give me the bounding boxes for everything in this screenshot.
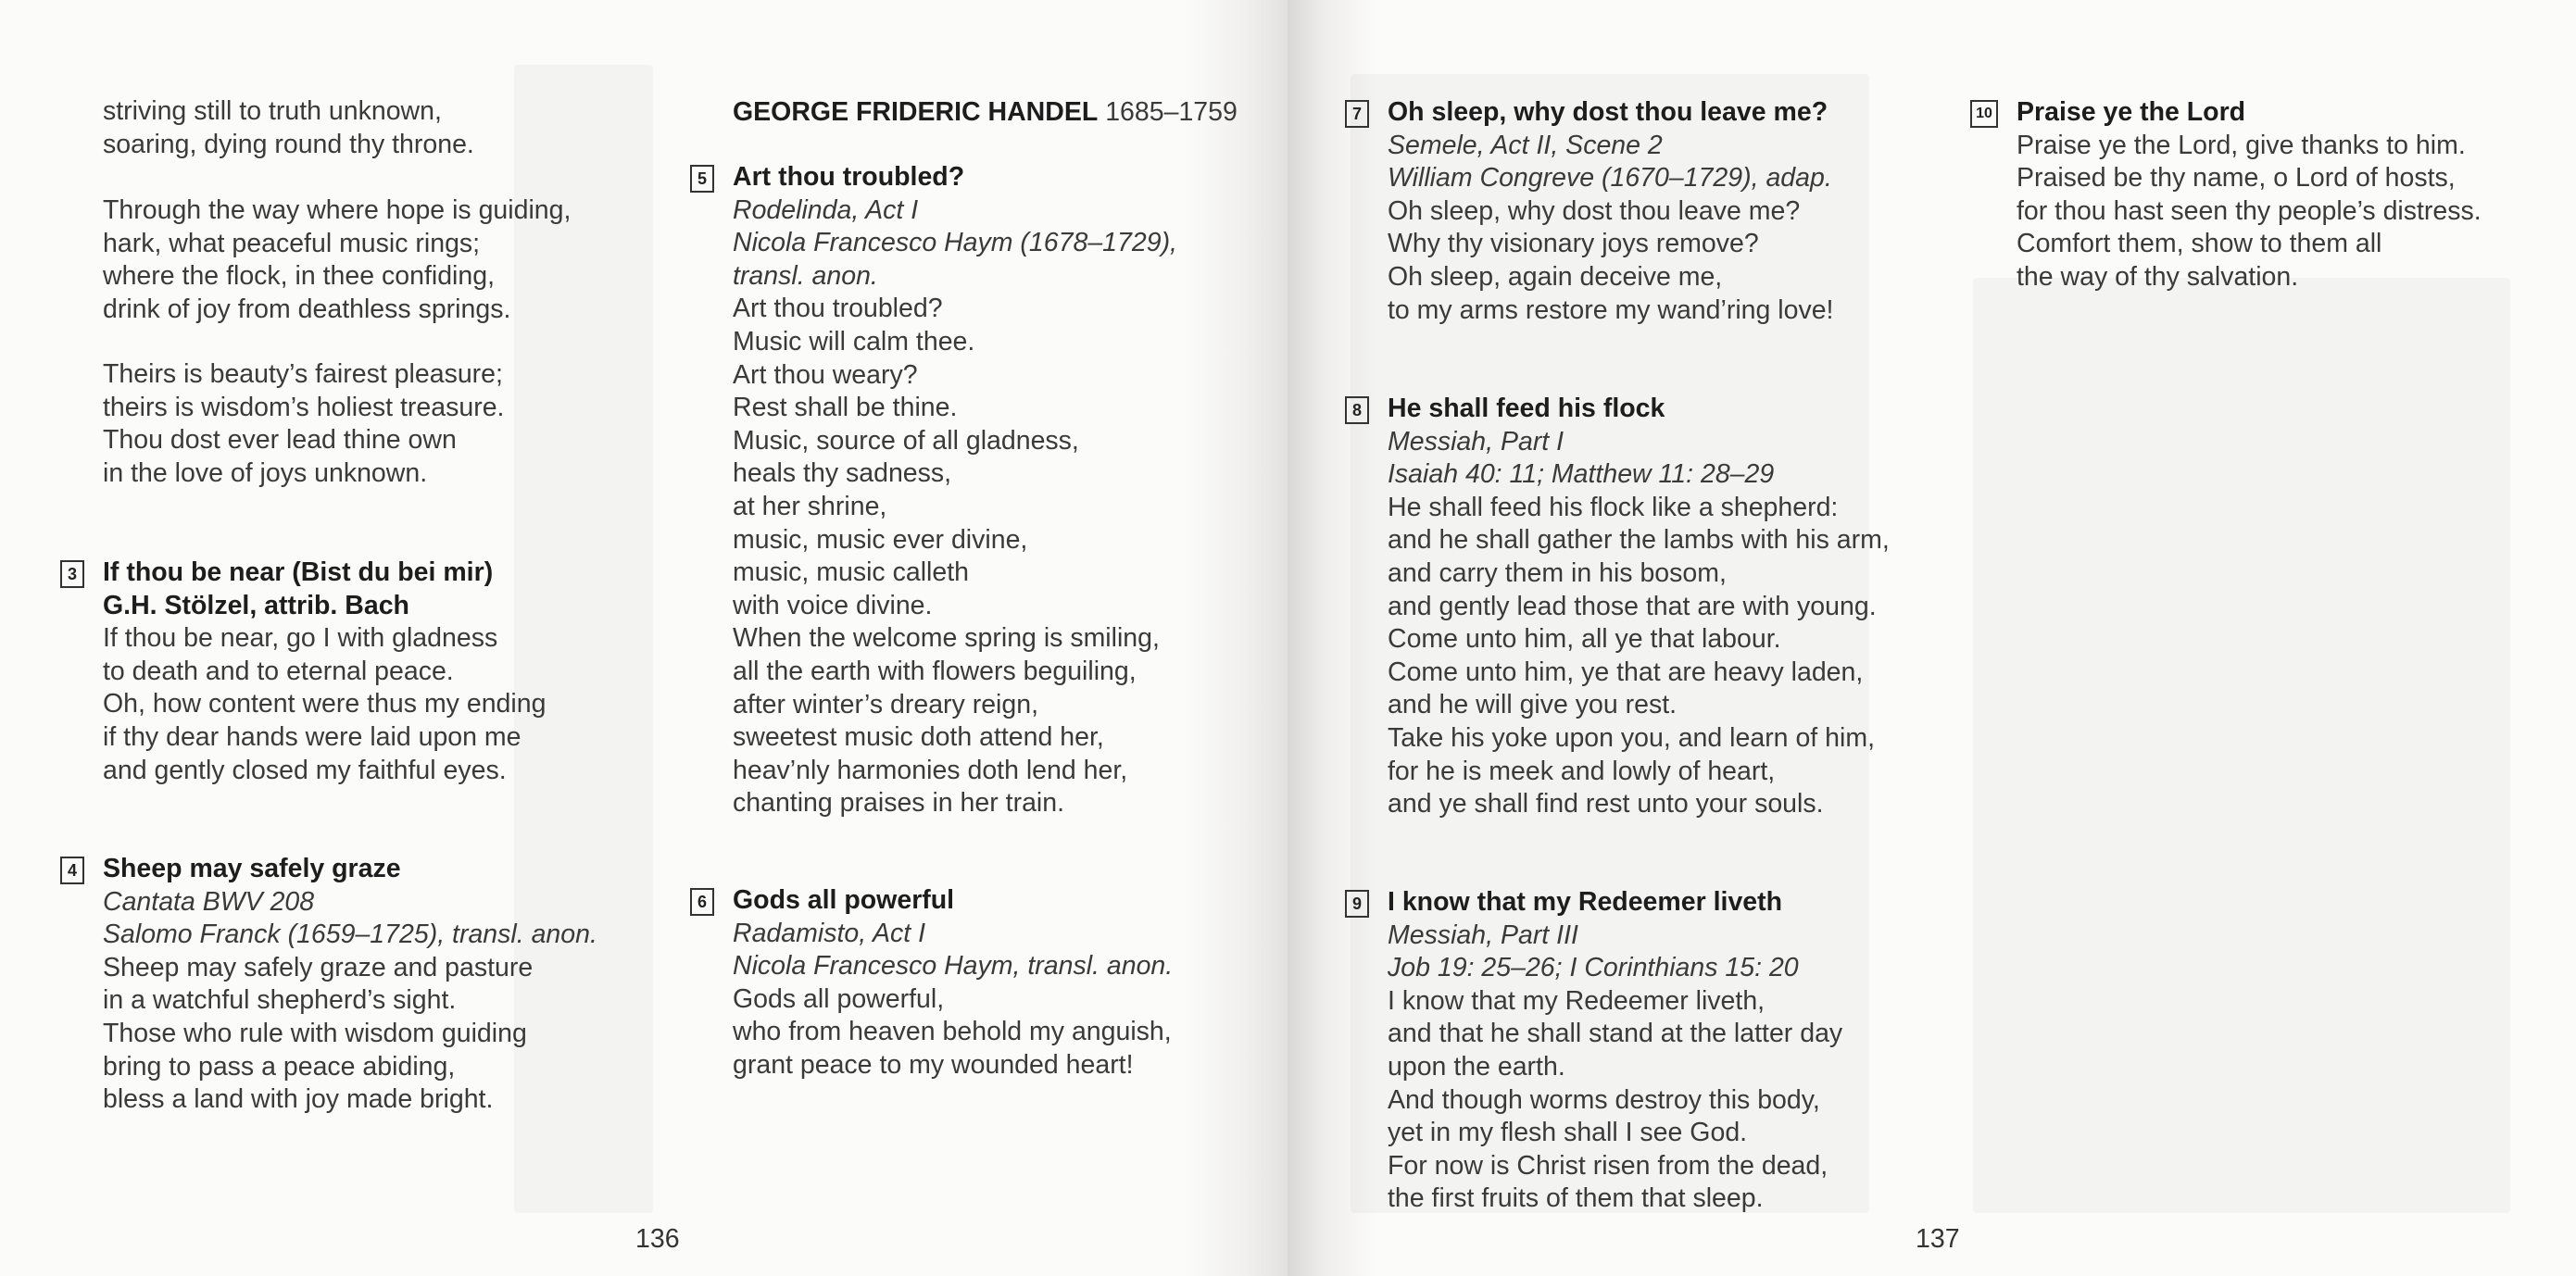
verse-line: Oh sleep, again deceive me,: [1388, 261, 1723, 292]
verse-line: Those who rule with wisdom guiding: [103, 1018, 527, 1048]
verse-line: And though worms destroy this body,: [1388, 1084, 1820, 1115]
track-entry-3: [67, 557, 547, 787]
track-source: Messiah, Part I: [1388, 426, 1564, 457]
verse-line: if thy dear hands were laid upon me: [103, 721, 521, 752]
verse-line: where the flock, in thee confiding,: [103, 261, 496, 292]
track-source: William Congreve (1670–1729), adap.: [1388, 163, 1832, 194]
verse-line: Oh sleep, why dost thou leave me?: [1388, 195, 1801, 226]
verse-line: music, music calleth: [733, 557, 969, 588]
verse-line: the first fruits of them that sleep.: [1388, 1183, 1764, 1214]
stanza-c: [103, 358, 504, 490]
track-number-box: 9: [1345, 890, 1369, 918]
verse-line: at her shrine,: [733, 491, 887, 521]
track-title: Oh sleep, why dost thou leave me?: [1388, 97, 1828, 127]
verse-line: and carry them in his bosom,: [1388, 557, 1727, 588]
track-number-box: 5: [690, 165, 714, 193]
verse-line: and he will give you rest.: [1388, 690, 1678, 720]
composer-heading: [733, 96, 1238, 130]
verse-line: for thou hast seen thy people’s distress.: [2017, 195, 2482, 226]
verse-line: Thou dost ever lead thine own: [103, 425, 457, 456]
verse-line: to my arms restore my wand’ring love!: [1388, 294, 1834, 325]
track-source: Radamisto, Act I: [733, 918, 926, 948]
track-number-box: 10: [1970, 100, 1998, 128]
track-title: Gods all powerful: [733, 885, 955, 915]
verse-line: If thou be near, go I with gladness: [103, 623, 498, 654]
track-title: Sheep may safely graze: [103, 854, 401, 883]
verse-line: Through the way where hope is guiding,: [103, 195, 572, 225]
verse-line: grant peace to my wounded heart!: [733, 1049, 1134, 1080]
track-source: Nicola Francesco Haym, transl. anon.: [733, 951, 1174, 982]
track-title: He shall feed his flock: [1388, 394, 1665, 423]
track-number-box: 3: [60, 560, 84, 588]
page-number-left: 136: [635, 1224, 680, 1254]
track-source: Messiah, Part III: [1388, 919, 1578, 950]
verse-line: Music, source of all gladness,: [733, 425, 1079, 456]
verse-line: heals thy sadness,: [733, 458, 952, 489]
verse-line: He shall feed his flock like a shepherd:: [1388, 492, 1839, 522]
verse-line: Theirs is beauty’s fairest pleasure;: [103, 359, 503, 389]
verse-line: who from heaven behold my anguish,: [733, 1017, 1172, 1047]
verse-line: all the earth with flowers beguiling,: [733, 656, 1137, 686]
verse-line: Praised be thy name, o Lord of hosts,: [2017, 163, 2456, 194]
verse-line: Oh, how content were thus my ending: [103, 689, 547, 719]
verse-line: I know that my Redeemer liveth,: [1388, 985, 1766, 1016]
verse-line: after winter’s dreary reign,: [733, 689, 1039, 719]
verse-line: Why thy visionary joys remove?: [1388, 229, 1759, 259]
verse-line: bring to pass a peace abiding,: [103, 1051, 456, 1082]
verse-line: the way of thy salvation.: [2017, 261, 2299, 292]
verse-line: to death and to eternal peace.: [103, 656, 454, 686]
track-number-box: 6: [690, 888, 714, 916]
composer-dates: 1685–1759: [1105, 97, 1238, 127]
track-entry-10: [1976, 96, 2482, 294]
stanza-b: [103, 194, 571, 326]
verse-line: chanting praises in her train.: [733, 788, 1065, 819]
verse-line: upon the earth.: [1388, 1051, 1565, 1082]
verse-line: Art thou troubled?: [733, 294, 943, 324]
track-source: Rodelinda, Act I: [733, 194, 919, 225]
track-title: I know that my Redeemer liveth: [1388, 887, 1783, 917]
track-source: Semele, Act II, Scene 2: [1388, 130, 1663, 160]
track-entry-5: [697, 161, 1177, 820]
verse-line: drink of joy from deathless springs.: [103, 294, 511, 324]
verse-line: Music will calm thee.: [733, 326, 975, 357]
show-through-shadow: [1973, 278, 2510, 1213]
track-entry-7: [1351, 96, 1834, 327]
track-source: Isaiah 40: 11; Matthew 11: 28–29: [1388, 459, 1775, 490]
track-entry-6: [697, 884, 1174, 1082]
track-number-box: 4: [60, 857, 84, 884]
verse-line: and ye shall find rest unto your souls.: [1388, 789, 1824, 819]
verse-line: Gods all powerful,: [733, 983, 945, 1014]
verse-line: hark, what peaceful music rings;: [103, 228, 481, 258]
track-number-box: 7: [1345, 100, 1369, 128]
verse-line: Come unto him, ye that are heavy laden,: [1388, 657, 1864, 687]
verse-line: and gently lead those that are with young.: [1388, 591, 1877, 621]
page-number-right: 137: [1916, 1224, 1960, 1254]
verse-line: yet in my flesh shall I see God.: [1388, 1118, 1748, 1148]
track-source: Job 19: 25–26; I Corinthians 15: 20: [1388, 953, 1799, 983]
verse-line: bless a land with joy made bright.: [103, 1084, 494, 1115]
track-title: If thou be near (Bist du bei mir): [103, 557, 494, 587]
verse-line: Art thou weary?: [733, 359, 918, 390]
stanza-a: [103, 95, 474, 161]
verse-line: Praise ye the Lord, give thanks to him.: [2017, 130, 2466, 160]
verse-line: For now is Christ risen from the dead,: [1388, 1150, 1828, 1181]
verse-line: and that he shall stand at the latter day: [1388, 1019, 1843, 1049]
verse-line: Comfort them, show to them all: [2017, 229, 2382, 259]
verse-line: and gently closed my faithful eyes.: [103, 755, 507, 785]
track-source: Salomo Franck (1659–1725), transl. anon.: [103, 919, 597, 950]
track-title: Art thou troubled?: [733, 162, 965, 192]
verse-line: Rest shall be thine.: [733, 393, 958, 423]
track-entry-9: [1351, 886, 1843, 1216]
verse-line: Take his yoke upon you, and learn of him,: [1388, 722, 1875, 753]
verse-line: theirs is wisdom’s holiest treasure.: [103, 392, 505, 422]
right-page: [1288, 0, 2576, 1276]
track-source: Cantata BWV 208: [103, 886, 315, 917]
track-source: transl. anon.: [733, 260, 878, 291]
track-number-box: 8: [1345, 396, 1369, 424]
verse-line: sweetest music doth attend her,: [733, 722, 1104, 753]
verse-line: in the love of joys unknown.: [103, 457, 428, 488]
verse-line: for he is meek and lowly of heart,: [1388, 756, 1776, 786]
verse-line: with voice divine.: [733, 590, 933, 620]
track-entry-8: [1351, 393, 1890, 821]
verse-line: and he shall gather the lambs with his arm,: [1388, 525, 1890, 556]
track-title: Praise ye the Lord: [2017, 97, 2246, 127]
verse-line: striving still to truth unknown,: [103, 96, 442, 126]
track-source: Nicola Francesco Haym (1678–1729),: [733, 228, 1177, 258]
verse-line: Sheep may safely graze and pasture: [103, 952, 534, 982]
verse-line: music, music ever divine,: [733, 524, 1028, 555]
verse-line: Come unto him, all ye that labour.: [1388, 624, 1781, 655]
verse-line: heav’nly harmonies doth lend her,: [733, 755, 1128, 785]
composer-name: GEORGE FRIDERIC HANDEL: [733, 97, 1099, 127]
verse-line: soaring, dying round thy throne.: [103, 129, 474, 159]
track-entry-4: [67, 853, 597, 1117]
verse-line: When the welcome spring is smiling,: [733, 623, 1160, 654]
verse-line: in a watchful shepherd’s sight.: [103, 985, 457, 1016]
track-attribution: G.H. Stölzel, attrib. Bach: [103, 590, 409, 620]
